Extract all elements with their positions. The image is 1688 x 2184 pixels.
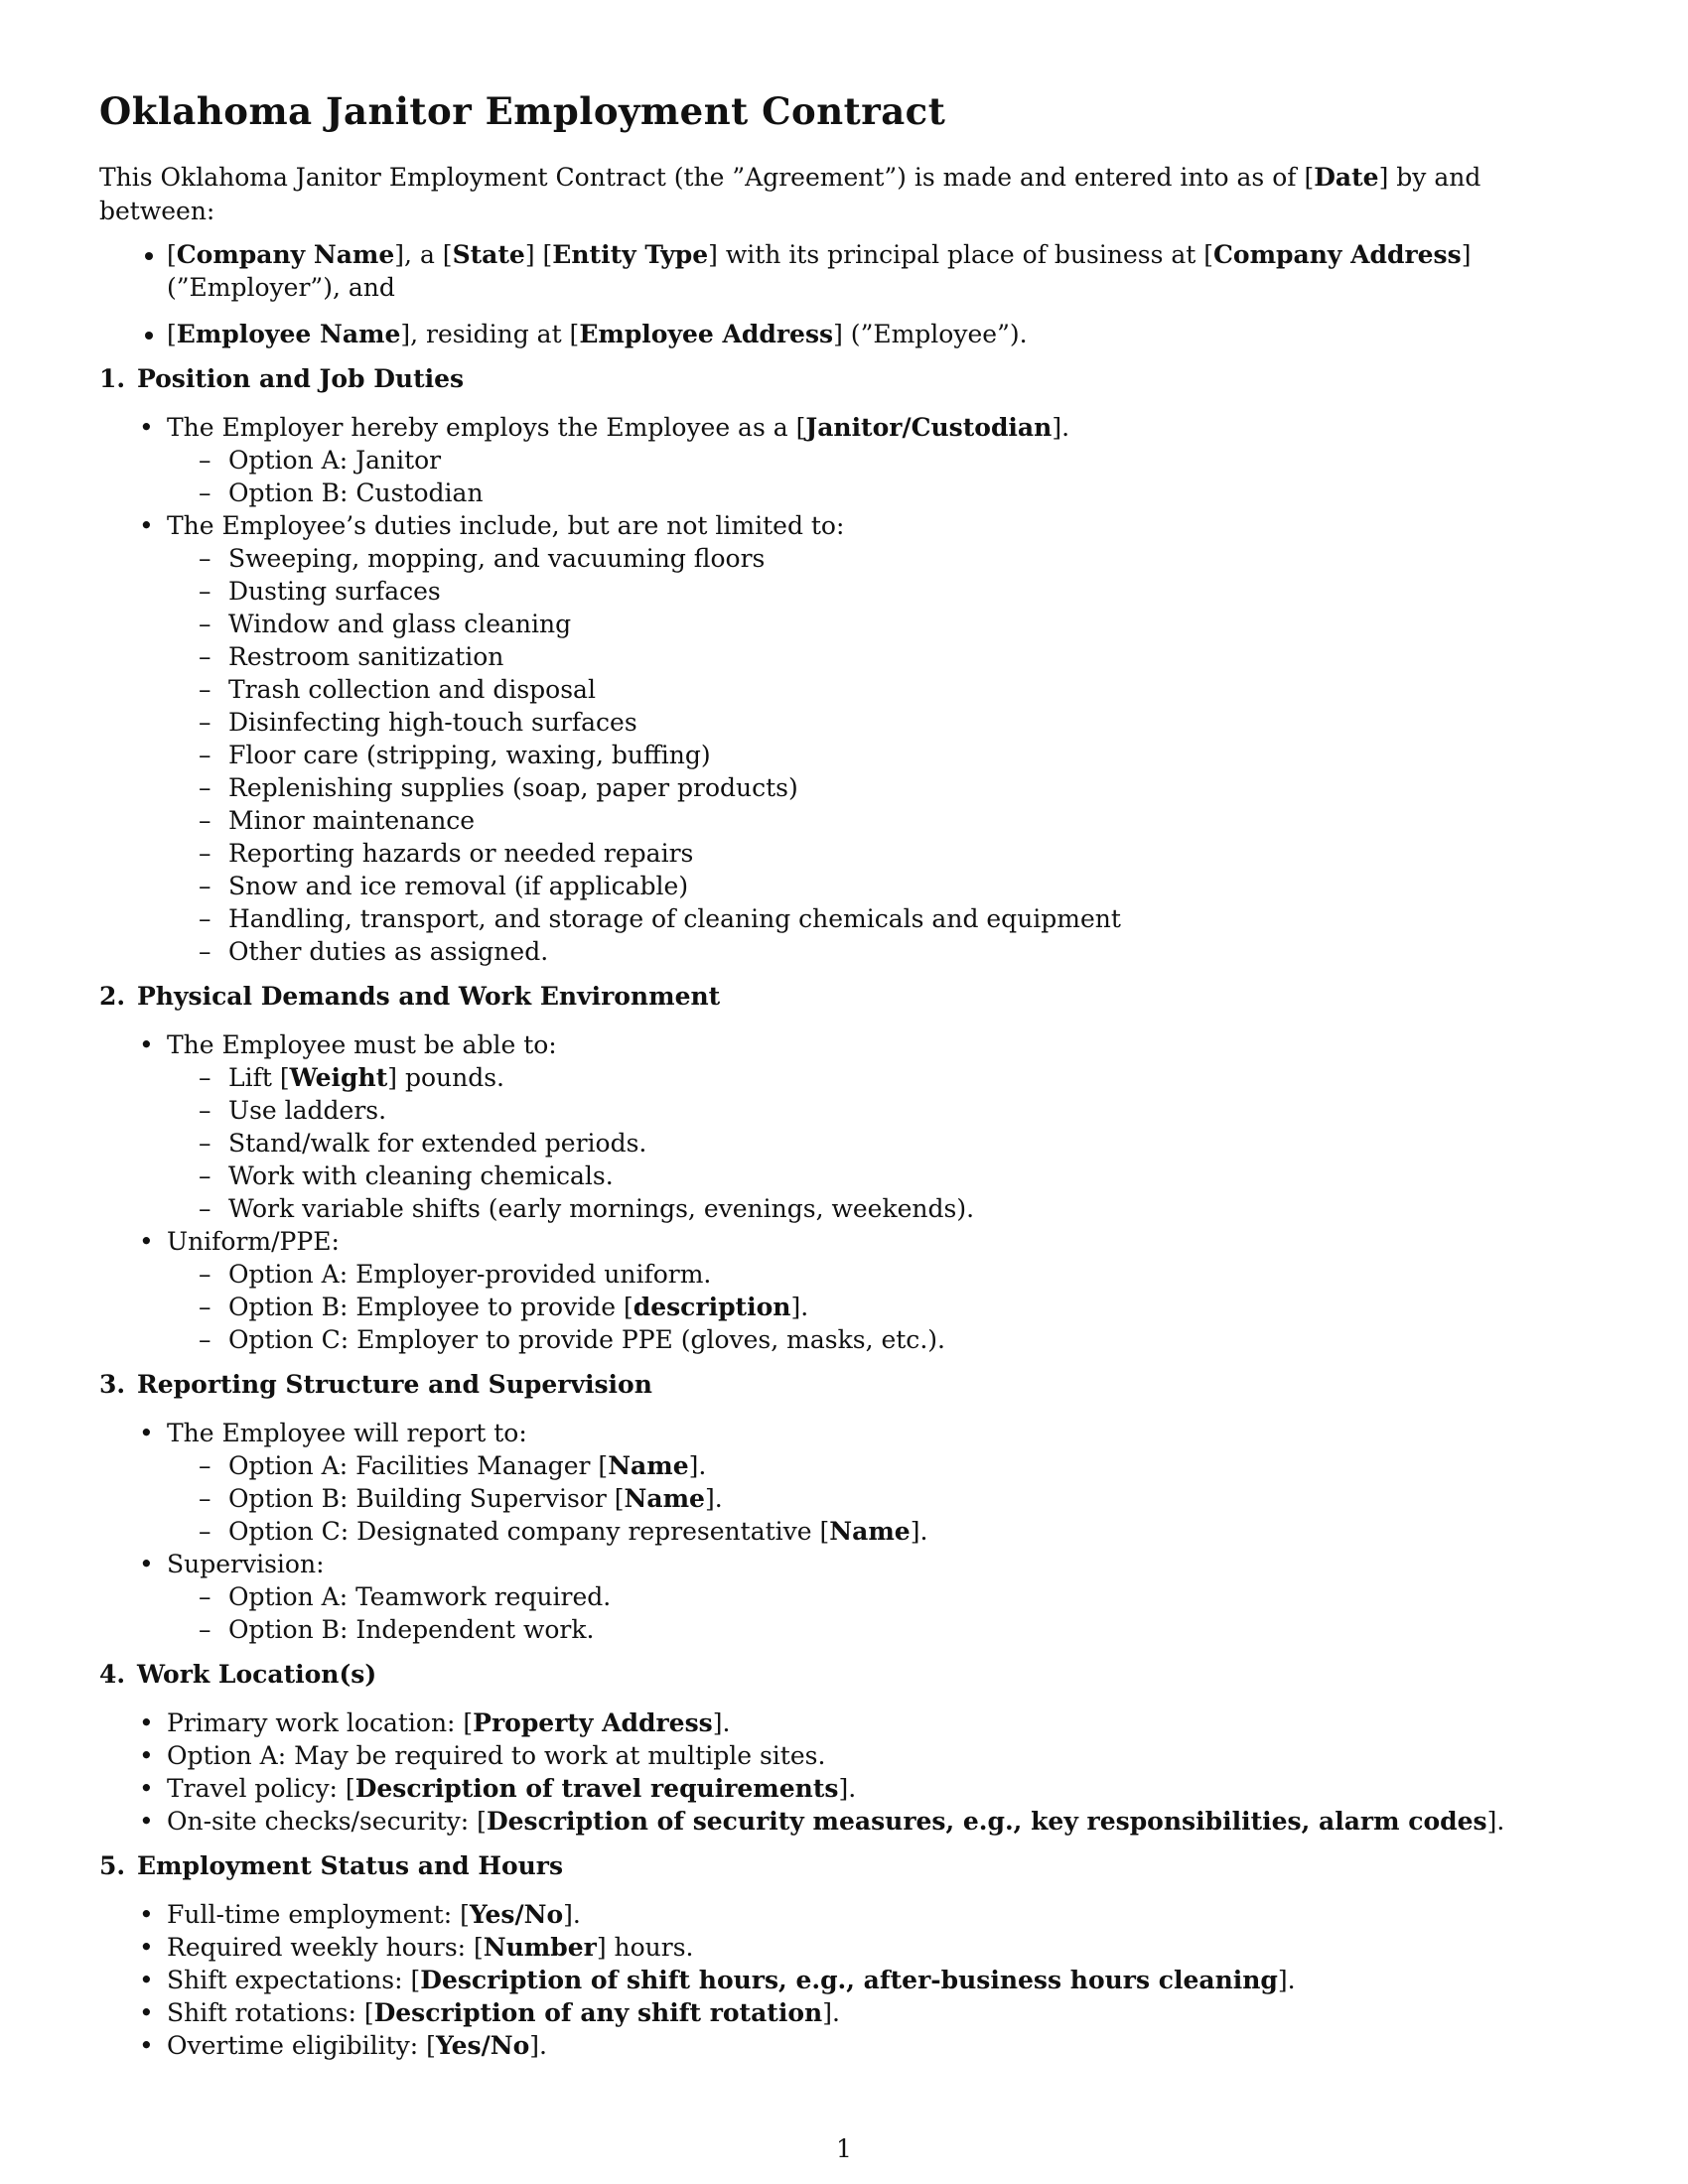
- company-name-placeholder: Company Name: [176, 240, 395, 269]
- employee-address-placeholder: Employee Address: [579, 320, 834, 348]
- list-item: – Floor care (stripping, waxing, buffing): [199, 739, 1599, 771]
- intro-paragraph: This Oklahoma Janitor Employment Contract (the ”Agreement”) is made and entered into as of [Date] by and between:: [99, 163, 1481, 225]
- list-item: – Option B: Independent work.: [199, 1613, 1599, 1646]
- list-item: – Reporting hazards or needed repairs: [199, 837, 1599, 870]
- list-item: – Option A: Employer-provided uniform.: [199, 1258, 1599, 1291]
- list-item: – Option A: Facilities Manager [Name].: [199, 1449, 1599, 1482]
- list-item: • Supervision: – Option A: Teamwork required. – Option B: Independent work.: [167, 1548, 1599, 1646]
- list-item: – Replenishing supplies (soap, paper products): [199, 771, 1599, 804]
- section-employment-status: [99, 1851, 1599, 2062]
- list-item: – Restroom sanitization: [199, 640, 1599, 673]
- list-item: – Option B: Building Supervisor [Name].: [199, 1482, 1599, 1515]
- list-item: – Option B: Employee to provide [description].: [199, 1291, 1599, 1323]
- list-item: – Handling, transport, and storage of cleaning chemicals and equipment: [199, 902, 1599, 935]
- section-heading: 1. Position and Job Duties: [99, 364, 465, 393]
- list-item: – Minor maintenance: [199, 804, 1599, 837]
- list-item: – Trash collection and disposal: [199, 673, 1599, 706]
- list-item: – Stand/walk for extended periods.: [199, 1127, 1599, 1160]
- section-heading: 2. Physical Demands and Work Environment: [99, 982, 721, 1011]
- list-item: • Primary work location: [Property Address].: [167, 1706, 1599, 1739]
- list-item: – Work variable shifts (early mornings, evenings, weekends).: [199, 1192, 1599, 1225]
- state-placeholder: State: [452, 240, 525, 269]
- list-item: • Shift rotations: [Description of any shift rotation].: [167, 1996, 1599, 2029]
- page-number: 1: [836, 2134, 852, 2163]
- employer-party: • [Company Name], a [State] [Entity Type] with its principal place of business at [Company Address] (”Employer”), and: [167, 238, 1599, 304]
- section-heading: 3. Reporting Structure and Supervision: [99, 1370, 652, 1399]
- list-item: • The Employer hereby employs the Employee as a [Janitor/Custodian]. – Option A: Janitor – Option B: Custodian: [167, 411, 1599, 509]
- list-item: • Required weekly hours: [Number] hours.: [167, 1931, 1599, 1964]
- list-item: • Overtime eligibility: [Yes/No].: [167, 2029, 1599, 2062]
- list-item: – Disinfecting high-touch surfaces: [199, 706, 1599, 739]
- parties-list: [99, 238, 1599, 350]
- employee-name-placeholder: Employee Name: [176, 320, 401, 348]
- section-work-location: [99, 1660, 1599, 1838]
- section-heading: 5. Employment Status and Hours: [99, 1851, 564, 1880]
- list-item: • Uniform/PPE: – Option A: Employer-provided uniform. – Option B: Employee to provide [description]. – Option C: Employer to provide PPE (gloves, masks, etc.).: [167, 1225, 1599, 1356]
- company-address-placeholder: Company Address: [1213, 240, 1462, 269]
- date-placeholder: Date: [1314, 163, 1379, 192]
- list-item: • Shift expectations: [Description of shift hours, e.g., after-business hours cleaning].: [167, 1964, 1599, 1996]
- list-item: – Sweeping, mopping, and vacuuming floors: [199, 542, 1599, 575]
- list-item: • The Employee’s duties include, but are not limited to: – Sweeping, mopping, and vacuuming floors – Dusting surfaces – Window and glass cleaning – Restroom sanitization – Trash collection and disposal – Disinfecting high-touch surfaces – Floor care (stripping, waxing, buffing) – Replenishing supplies (soap, paper products) – Minor maintenance – Reporting hazards or needed repairs – Snow and ice removal (if applicable) – Handling, transport, and storage of cleaning chemicals and equipment – Other duties as assigned.: [167, 509, 1599, 968]
- list-item: – Option B: Custodian: [199, 477, 1599, 509]
- list-item: • Full-time employment: [Yes/No].: [167, 1898, 1599, 1931]
- section-physical-demands: [99, 982, 1599, 1356]
- list-item: • The Employee must be able to: – Lift [Weight] pounds. – Use ladders. – Stand/walk for extended periods. – Work with cleaning chemicals. – Work variable shifts (early mornings, evenings, weekends).: [167, 1028, 1599, 1225]
- list-item: – Lift [Weight] pounds.: [199, 1061, 1599, 1094]
- section-heading: 4. Work Location(s): [99, 1660, 377, 1689]
- list-item: – Option C: Designated company representative [Name].: [199, 1515, 1599, 1548]
- section-reporting-structure: [99, 1370, 1599, 1646]
- employee-party: • [Employee Name], residing at [Employee Address] (”Employee”).: [167, 318, 1599, 350]
- list-item: – Option C: Employer to provide PPE (gloves, masks, etc.).: [199, 1323, 1599, 1356]
- list-item: • Travel policy: [Description of travel requirements].: [167, 1772, 1599, 1805]
- entity-type-placeholder: Entity Type: [552, 240, 709, 269]
- section-position-duties: [99, 364, 1599, 968]
- list-item: – Window and glass cleaning: [199, 608, 1599, 640]
- contract-page: [99, 89, 1599, 2076]
- list-item: – Dusting surfaces: [199, 575, 1599, 608]
- list-item: • The Employee will report to: – Option A: Facilities Manager [Name]. – Option B: Building Supervisor [Name]. – Option C: Designated company representative [Name].: [167, 1417, 1599, 1548]
- document-title: Oklahoma Janitor Employment Contract: [99, 89, 946, 133]
- list-item: • On-site checks/security: [Description of security measures, e.g., key responsibilities, alarm codes].: [167, 1805, 1599, 1838]
- list-item: – Other duties as assigned.: [199, 935, 1599, 968]
- list-item: – Snow and ice removal (if applicable): [199, 870, 1599, 902]
- list-item: • Option A: May be required to work at multiple sites.: [167, 1739, 1599, 1772]
- list-item: – Use ladders.: [199, 1094, 1599, 1127]
- list-item: – Option A: Teamwork required.: [199, 1580, 1599, 1613]
- list-item: – Work with cleaning chemicals.: [199, 1160, 1599, 1192]
- list-item: – Option A: Janitor: [199, 444, 1599, 477]
